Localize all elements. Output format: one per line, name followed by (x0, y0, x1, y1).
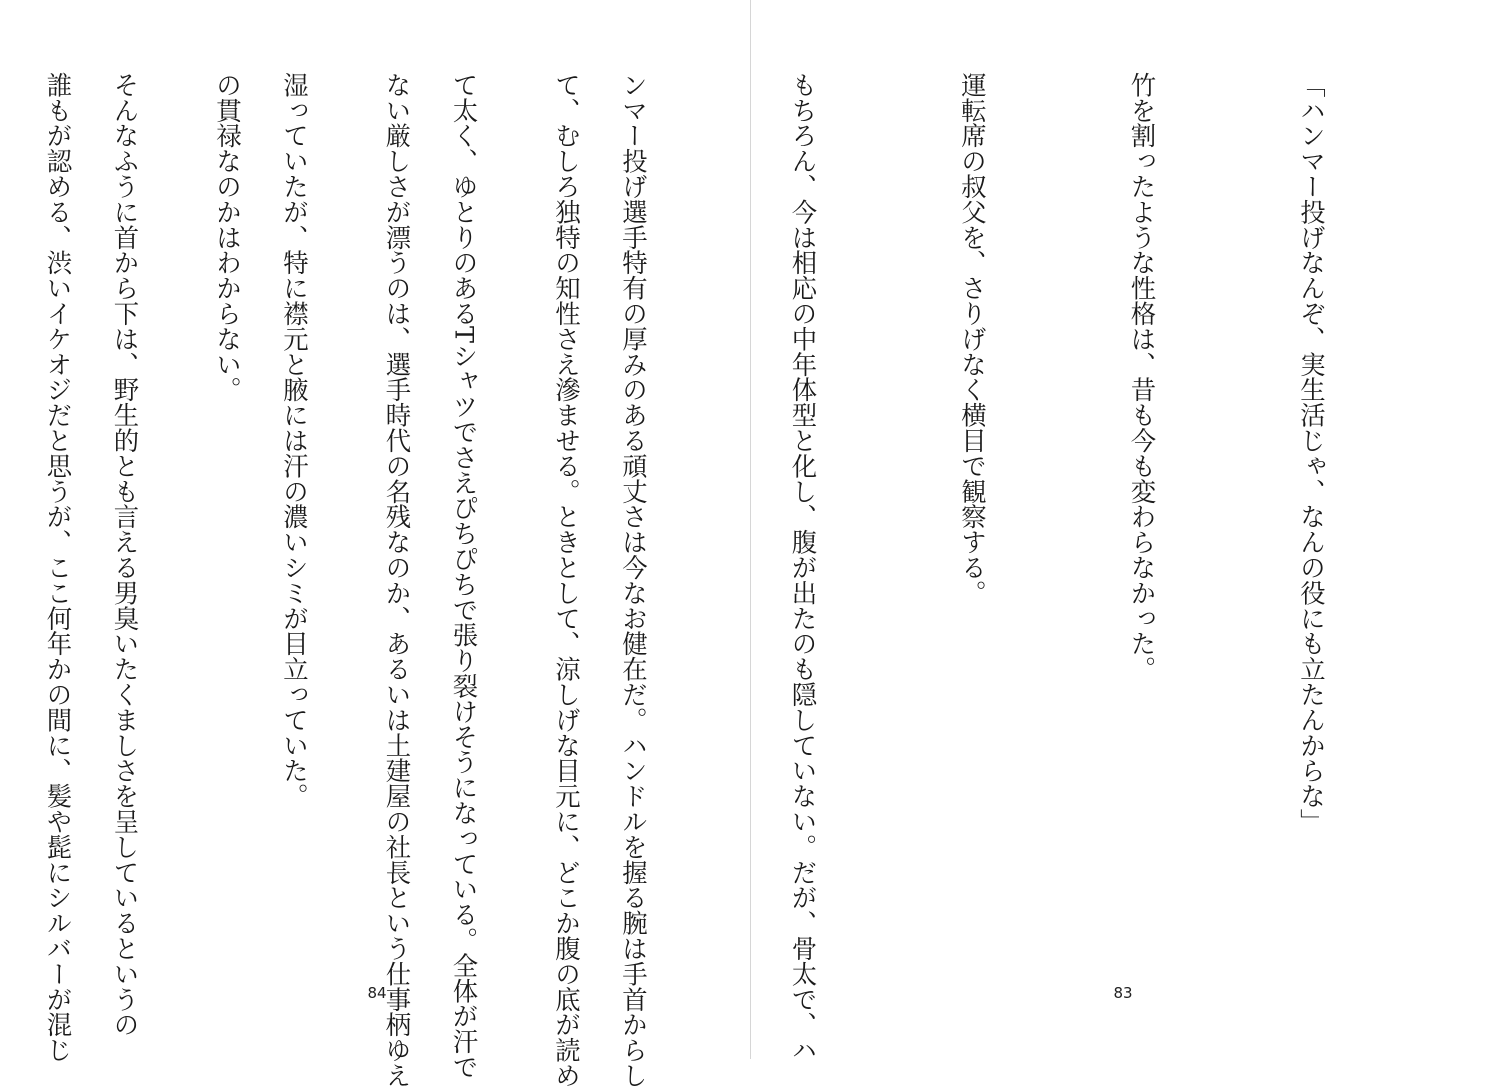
text-line: 竹を割ったような性格は、昔も今も変わらなかった。 (1127, 72, 1158, 682)
text-line: そんなふうに首から下は、野生的とも言える男臭いたくましさを呈しているというの (110, 72, 141, 1038)
page-number: 84 (367, 984, 387, 1002)
text-line: の貫禄なのかはわからない。 (213, 72, 243, 403)
text-line: て、むしろ独特の知性さえ滲ませる。ときとして、涼しげな目元に、どこか腹の底が読め (552, 72, 582, 1088)
text-line: 湿っていたが、特に襟元と腋には汗の濃いシミが目立っていた。 (280, 72, 310, 809)
page-number: 83 (1113, 984, 1133, 1002)
text-line: て太く、ゆとりのあるTシャツでさえぴちぴちで張り裂けそうになっている。全体が汗で (449, 72, 480, 1080)
text-line: ンマー投げ選手特有の厚みのある頑丈さは今なお健在だ。ハンドルを握る腕は手首からし (619, 72, 649, 1088)
text-line: ない厳しさが漂うのは、選手時代の名残なのか、あるいは土建屋の社長という仕事柄ゆえ (382, 72, 413, 1088)
text-line: 誰もが認める、渋いイケオジだと思うが、ここ何年かの間に、髪や髭にシルバーが混じ (43, 72, 74, 1063)
text-line: 運転席の叔父を、さりげなく横目で観察する。 (958, 72, 988, 606)
text-line: もちろん、今は相応の中年体型と化し、腹が出たのも隠していない。だが、骨太で、ハ (788, 72, 819, 1063)
text-line: 「ハンマー投げなんぞ、実生活じゃ、なんの役にも立たんからな」 (1297, 72, 1327, 834)
